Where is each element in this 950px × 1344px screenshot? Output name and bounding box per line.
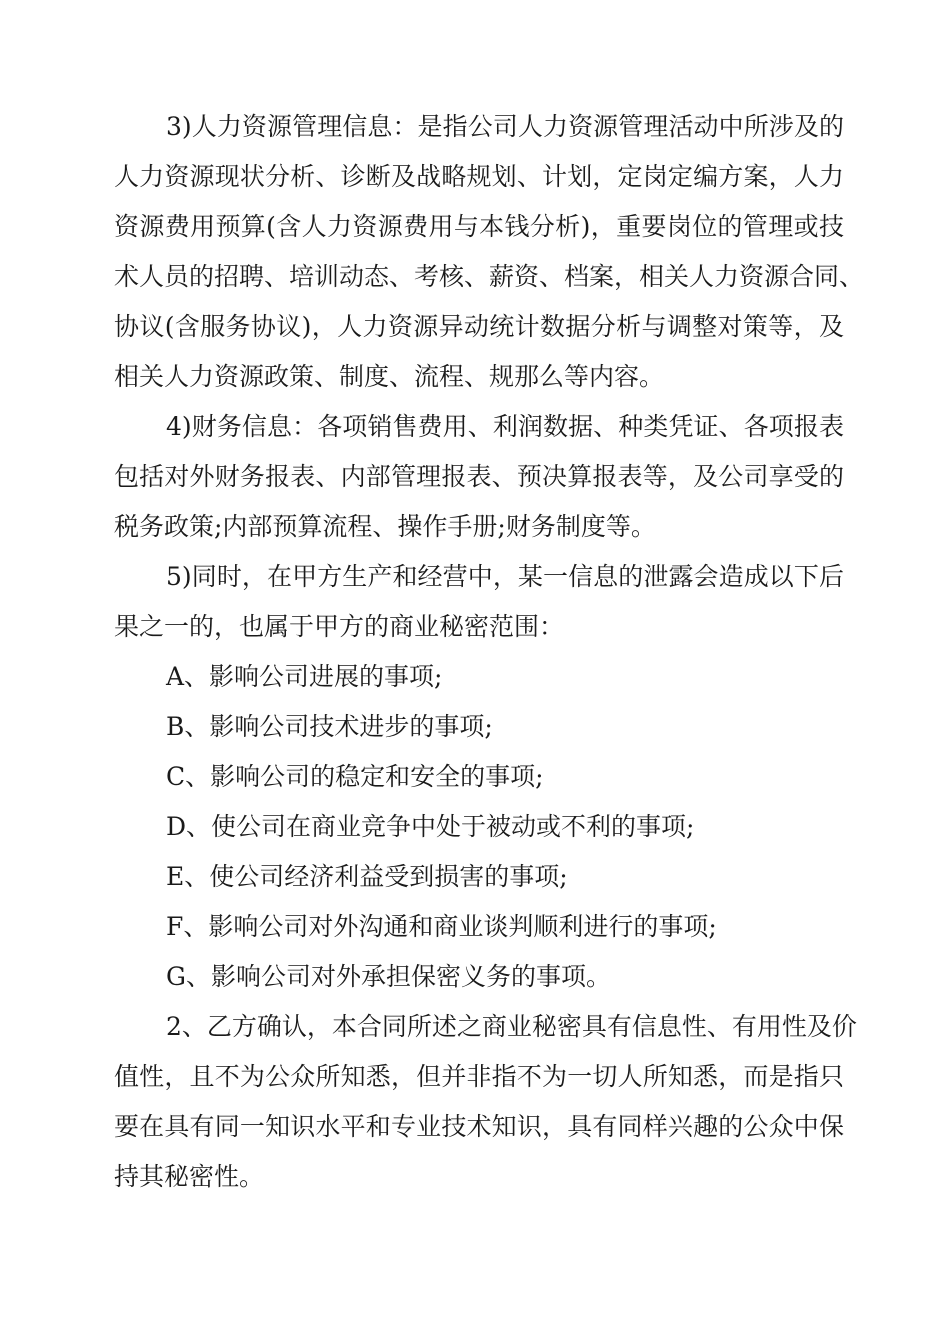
paragraph-4-line-1: 4)财务信息：各项销售费用、利润数据、种类凭证、各项报表: [166, 412, 844, 441]
clause-2-line-1: 2、乙方确认，本合同所述之商业秘密具有信息性、有用性及价: [166, 1012, 857, 1041]
paragraph-3-line-4: 术人员的招聘、培训动态、考核、薪资、档案，相关人力资源合同、: [114, 262, 865, 291]
paragraph-4-line-2: 包括对外财务报表、内部管理报表、预决算报表等，及公司享受的: [114, 462, 844, 491]
list-item-g: G、影响公司对外承担保密义务的事项。: [166, 962, 611, 991]
paragraph-3-line-1: 3)人力资源管理信息：是指公司人力资源管理活动中所涉及的: [166, 112, 844, 141]
paragraph-5-line-2: 果之一的，也属于甲方的商业秘密范围：: [114, 612, 565, 641]
paragraph-3-line-6: 相关人力资源政策、制度、流程、规那么等内容。: [114, 362, 665, 391]
list-item-c: C、影响公司的稳定和安全的事项;: [166, 762, 544, 791]
list-item-e: E、使公司经济利益受到损害的事项;: [166, 862, 568, 891]
list-item-d: D、使公司在商业竞争中处于被动或不利的事项;: [166, 812, 695, 841]
paragraph-3-line-5: 协议(含服务协议)，人力资源异动统计数据分析与调整对策等，及: [114, 312, 844, 341]
paragraph-3-line-3: 资源费用预算(含人力资源费用与本钱分析)，重要岗位的管理或技: [114, 212, 844, 241]
clause-2-line-2: 值性，且不为公众所知悉，但并非指不为一切人所知悉，而是指只: [114, 1062, 844, 1091]
clause-2-line-3: 要在具有同一知识水平和专业技术知识，具有同样兴趣的公众中保: [114, 1112, 844, 1141]
clause-2-line-4: 持其秘密性。: [114, 1162, 265, 1191]
paragraph-4-line-3: 税务政策;内部预算流程、操作手册;财务制度等。: [114, 512, 656, 541]
list-item-a: A、影响公司进展的事项;: [166, 662, 443, 691]
list-item-f: F、影响公司对外沟通和商业谈判顺利进行的事项;: [166, 912, 717, 941]
paragraph-5-line-1: 5)同时，在甲方生产和经营中，某一信息的泄露会造成以下后: [166, 562, 844, 591]
paragraph-3-line-2: 人力资源现状分析、诊断及战略规划、计划，定岗定编方案，人力: [114, 162, 844, 191]
list-item-b: B、影响公司技术进步的事项;: [166, 712, 493, 741]
